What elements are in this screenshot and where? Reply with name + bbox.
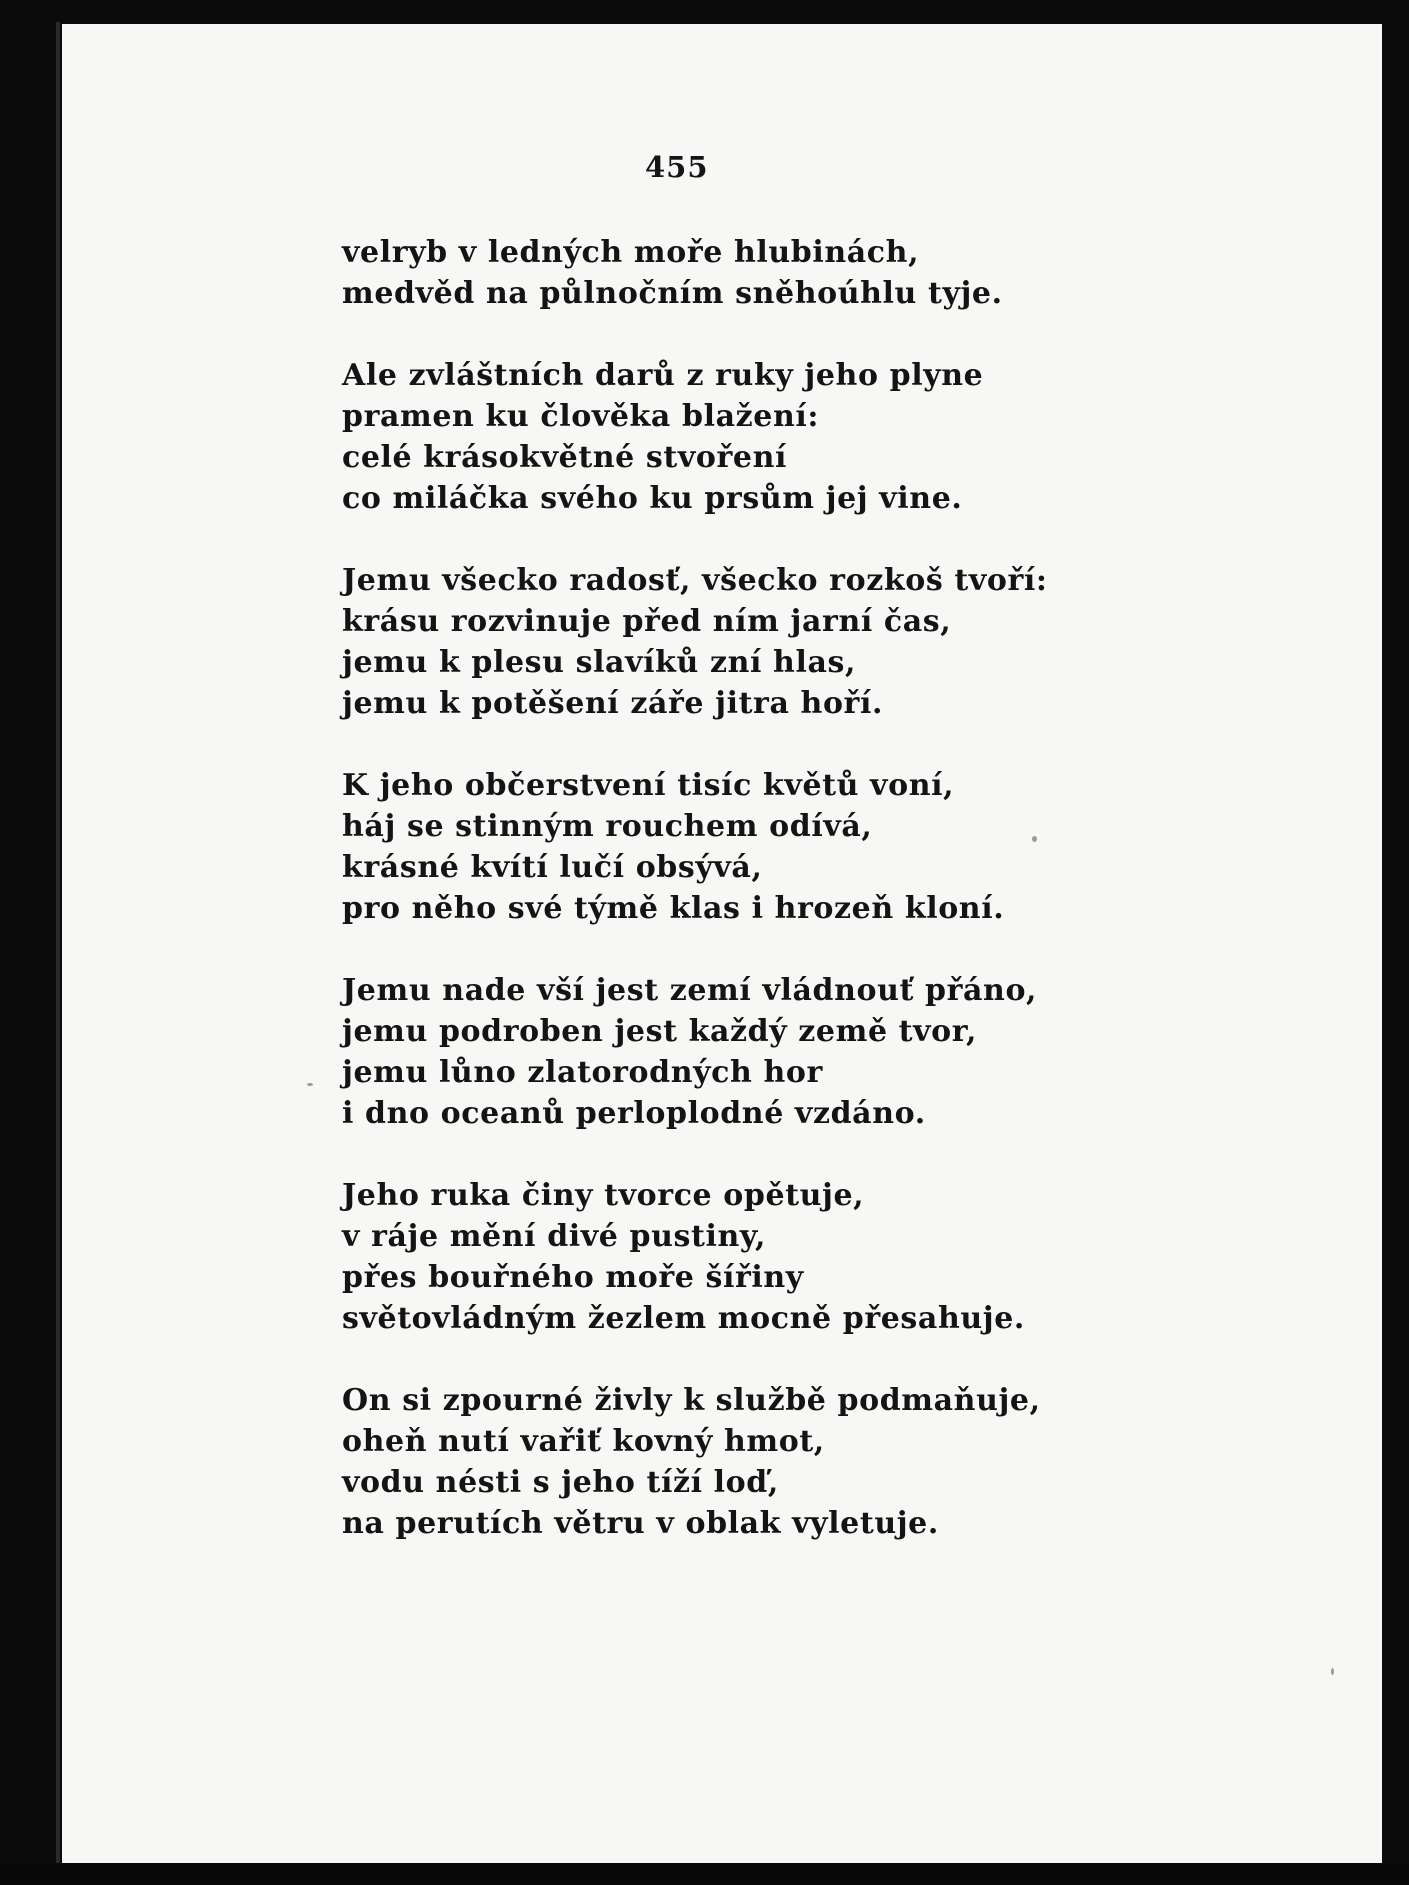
verse-line: Jemu nade vší jest zemí vládnouť přáno, (342, 973, 1038, 1008)
verse-line: světovládným žezlem mocně přesahuje. (342, 1301, 1025, 1336)
stanza (342, 355, 1262, 519)
verse-line: vodu nésti s jeho tíží loď, (342, 1465, 779, 1500)
verse-line: na perutích větru v oblak vyletuje. (342, 1506, 939, 1541)
verse-line: pro něho své týmě klas i hrozeň kloní. (342, 891, 1005, 926)
verse-line: co miláčka svého ku prsům jej vine. (342, 481, 963, 516)
dust-speck (1032, 836, 1037, 842)
stanza (342, 765, 1262, 929)
verse-line: jemu lůno zlatorodných hor (342, 1055, 823, 1090)
page-edge (56, 22, 60, 1872)
verse-line: jemu k potěšení záře jitra hoří. (342, 686, 884, 721)
dust-speck (307, 1083, 313, 1086)
stanza (342, 1175, 1262, 1339)
verse-line: On si zpourné živly k službě podmaňuje, (342, 1383, 1041, 1418)
stanza (342, 232, 1262, 314)
verse-line: přes bouřného moře šířiny (342, 1260, 804, 1295)
verse-line: háj se stinným rouchem odívá, (342, 809, 873, 844)
verse-line: pramen ku člověka blažení: (342, 399, 820, 434)
verse-line: krásné kvítí lučí obsývá, (342, 850, 763, 885)
verse-line: jemu podroben jest každý země tvor, (342, 1014, 978, 1049)
verse-line: celé krásokvětné stvoření (342, 440, 788, 475)
scan-bottom-border (0, 1863, 1409, 1885)
page-number: 455 (645, 150, 709, 184)
stanza (342, 970, 1262, 1134)
stanza (342, 1380, 1262, 1544)
verse-line: Jeho ruka činy tvorce opětuje, (342, 1178, 865, 1213)
verse-line: i dno oceanů perloplodné vzdáno. (342, 1096, 926, 1131)
verse-line: oheň nutí vařiť kovný hmot, (342, 1424, 825, 1459)
verse-line: Ale zvláštních darů z ruky jeho plyne (342, 358, 984, 393)
verse-line: krásu rozvinuje před ním jarní čas, (342, 604, 952, 639)
stanza (342, 560, 1262, 724)
verse-line: jemu k plesu slavíků zní hlas, (342, 645, 857, 680)
verse-line: Jemu všecko radosť, všecko rozkoš tvoří: (342, 563, 1048, 598)
verse-line: velryb v ledných moře hlubinách, (342, 235, 920, 270)
verse-line: medvěd na půlnočním sněhoúhlu tyje. (342, 276, 1003, 311)
poem-text (342, 232, 1262, 1585)
verse-line: K jeho občerstvení tisíc květů voní, (342, 768, 955, 803)
verse-line: v ráje mění divé pustiny, (342, 1219, 767, 1254)
dust-speck (1331, 1668, 1334, 1675)
